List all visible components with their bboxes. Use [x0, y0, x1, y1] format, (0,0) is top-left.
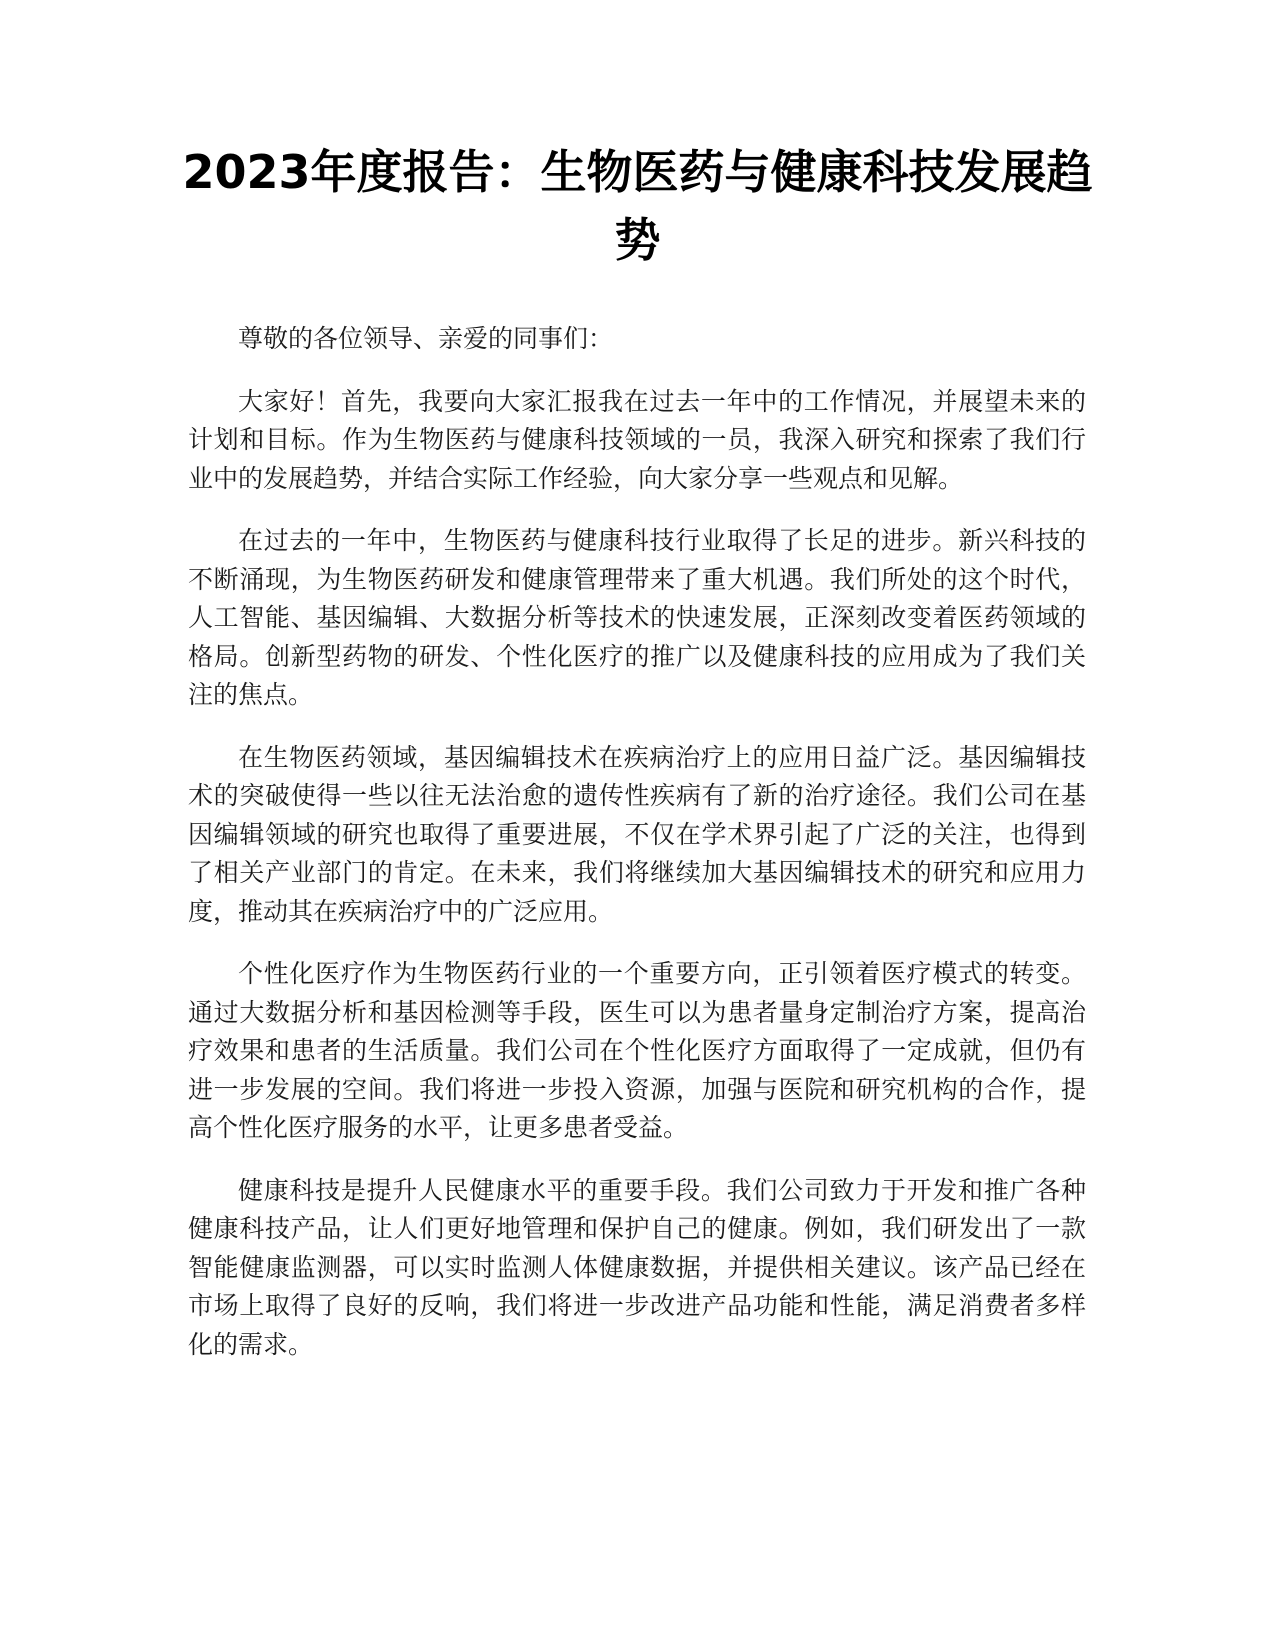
body-paragraph: 个性化医疗作为生物医药行业的一个重要方向，正引领着医疗模式的转变。通过大数据分析和基因检测等手段，医生可以为患者量身定制治疗方案，提高治疗效果和患者的生活质量。我们公司在个性化医疗方面取得了一定成就，但仍有进一步发展的空间。我们将进一步投入资源，加强与医院和研究机构的合作，提高个性化医疗服务的水平，让更多患者受益。 — [188, 959, 1086, 1142]
body-paragraph: 健康科技是提升人民健康水平的重要手段。我们公司致力于开发和推广各种健康科技产品，让人们更好地管理和保护自己的健康。例如，我们研发出了一款智能健康监测器，可以实时监测人体健康数据，并提供相关建议。该产品已经在市场上取得了良好的反响，我们将进一步改进产品功能和性能，满足消费者多样化的需求。 — [188, 1175, 1086, 1359]
body-paragraph: 大家好！首先，我要向大家汇报我在过去一年中的工作情况，并展望未来的计划和目标。作为生物医药与健康科技领域的一员，我深入研究和探索了我们行业中的发展趋势，并结合实际工作经验，向大家分享一些观点和见解。 — [188, 386, 1086, 493]
document-title: 2023年度报告：生物医药与健康科技发展趋势 — [182, 145, 1093, 267]
body-paragraph: 在生物医药领域，基因编辑技术在疾病治疗上的应用日益广泛。基因编辑技术的突破使得一些以往无法治愈的遗传性疾病有了新的治疗途径。我们公司在基因编辑领域的研究也取得了重要进展，不仅在学术界引起了广泛的关注，也得到了相关产业部门的肯定。在未来，我们将继续加大基因编辑技术的研究和应用力度，推动其在疾病治疗中的广泛应用。 — [188, 742, 1086, 926]
body-paragraph: 在过去的一年中，生物医药与健康科技行业取得了长足的进步。新兴科技的不断涌现，为生物医药研发和健康管理带来了重大机遇。我们所处的这个时代，人工智能、基因编辑、大数据分析等技术的快速发展，正深刻改变着医药领域的格局。创新型药物的研发、个性化医疗的推广以及健康科技的应用成为了我们关注的焦点。 — [188, 526, 1086, 709]
document-body — [188, 320, 1086, 1388]
salutation-paragraph: 尊敬的各位领导、亲爱的同事们： — [238, 324, 614, 353]
